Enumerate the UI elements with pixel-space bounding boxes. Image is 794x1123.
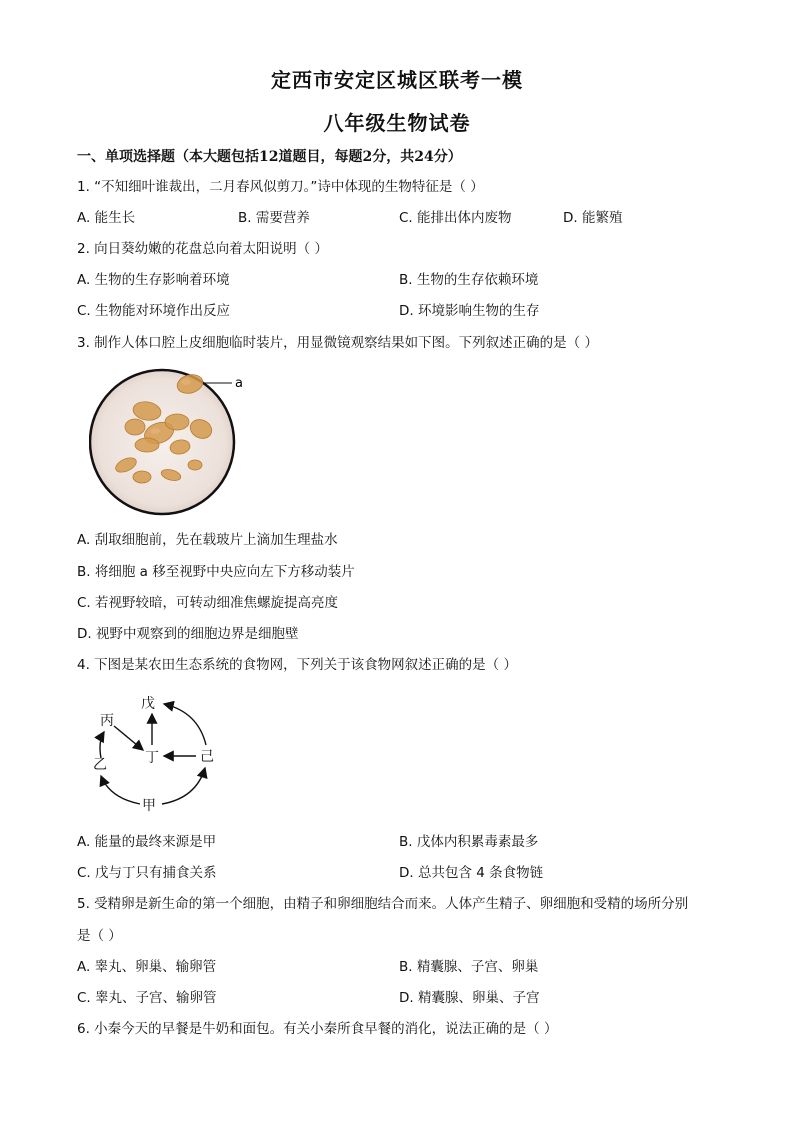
- q3-option-a: A. 刮取细胞前，先在载玻片上滴加生理盐水: [77, 532, 338, 548]
- q2-option-a: A. 生物的生存影响着环境: [77, 272, 230, 288]
- q2-option-b: B. 生物的生存依赖环境: [399, 272, 539, 288]
- q1-option-a: A. 能生长: [77, 210, 136, 226]
- question-5-stem-cont: 是（ ）: [77, 928, 122, 944]
- question-1-stem: 1. “不知细叶谁裁出，二月春风似剪刀。”诗中体现的生物特征是（ ）: [77, 179, 484, 195]
- microscope-view-figure: [89, 367, 259, 517]
- question-4-stem: 4. 下图是某农田生态系统的食物网，下列关于该食物网叙述正确的是（ ）: [77, 657, 517, 673]
- arrow-ji-to-wu: [164, 704, 206, 745]
- question-3-stem: 3. 制作人体口腔上皮细胞临时装片，用显微镜观察结果如下图。下列叙述正确的是（ ）: [77, 335, 598, 351]
- q3-option-b: B. 将细胞 a 移至视野中央应向左下方移动装片: [77, 564, 355, 580]
- q2-option-d: D. 环境影响生物的生存: [399, 303, 540, 319]
- q1-option-d: D. 能繁殖: [563, 210, 623, 226]
- node-ji: 己: [200, 749, 214, 765]
- q4-option-b: B. 戊体内积累毒素最多: [399, 834, 539, 850]
- question-6-stem: 6. 小秦今天的早餐是牛奶和面包。有关小秦所食早餐的消化，说法正确的是（ ）: [77, 1021, 558, 1037]
- question-2-stem: 2. 向日葵幼嫩的花盘总向着太阳说明（ ）: [77, 241, 328, 257]
- node-wu: 戊: [141, 696, 155, 712]
- q1-option-b: B. 需要营养: [238, 210, 310, 226]
- node-bing: 丙: [100, 713, 114, 729]
- exam-subtitle: 八年级生物试卷: [323, 111, 471, 135]
- q5-option-c: C. 睾丸、子宫、输卵管: [77, 990, 217, 1006]
- arrow-jia-to-yi: [101, 776, 140, 804]
- section-heading: 一、单项选择题（本大题包括12道题目，每题2分，共24分）: [77, 149, 462, 165]
- arrow-yi-to-bing: [100, 732, 104, 758]
- q3-option-d: D. 视野中观察到的细胞边界是细胞壁: [77, 626, 299, 642]
- q1-option-c: C. 能排出体内废物: [399, 210, 512, 226]
- arrow-bing-to-ding: [114, 726, 143, 750]
- q4-option-c: C. 戊与丁只有捕食关系: [77, 865, 217, 881]
- q3-option-c: C. 若视野较暗，可转动细准焦螺旋提高亮度: [77, 595, 339, 611]
- q4-option-a: A. 能量的最终来源是甲: [77, 834, 217, 850]
- question-5-stem: 5. 受精卵是新生命的第一个细胞，由精子和卵细胞结合而来。人体产生精子、卵细胞和受精的场所分别: [77, 896, 689, 912]
- arrow-jia-to-ji: [162, 768, 205, 804]
- food-web-diagram: [88, 690, 228, 820]
- exam-title: 定西市安定区城区联考一模: [271, 68, 523, 92]
- q4-option-d: D. 总共包含 4 条食物链: [399, 865, 544, 881]
- q2-option-c: C. 生物能对环境作出反应: [77, 303, 231, 319]
- node-jia: 甲: [142, 798, 156, 814]
- node-ding: 丁: [145, 750, 159, 766]
- label-a: a: [235, 376, 243, 391]
- q5-option-d: D. 精囊腺、卵巢、子宫: [399, 990, 540, 1006]
- q5-option-b: B. 精囊腺、子宫、卵巢: [399, 959, 539, 975]
- q5-option-a: A. 睾丸、卵巢、输卵管: [77, 959, 217, 975]
- node-yi: 乙: [93, 757, 107, 773]
